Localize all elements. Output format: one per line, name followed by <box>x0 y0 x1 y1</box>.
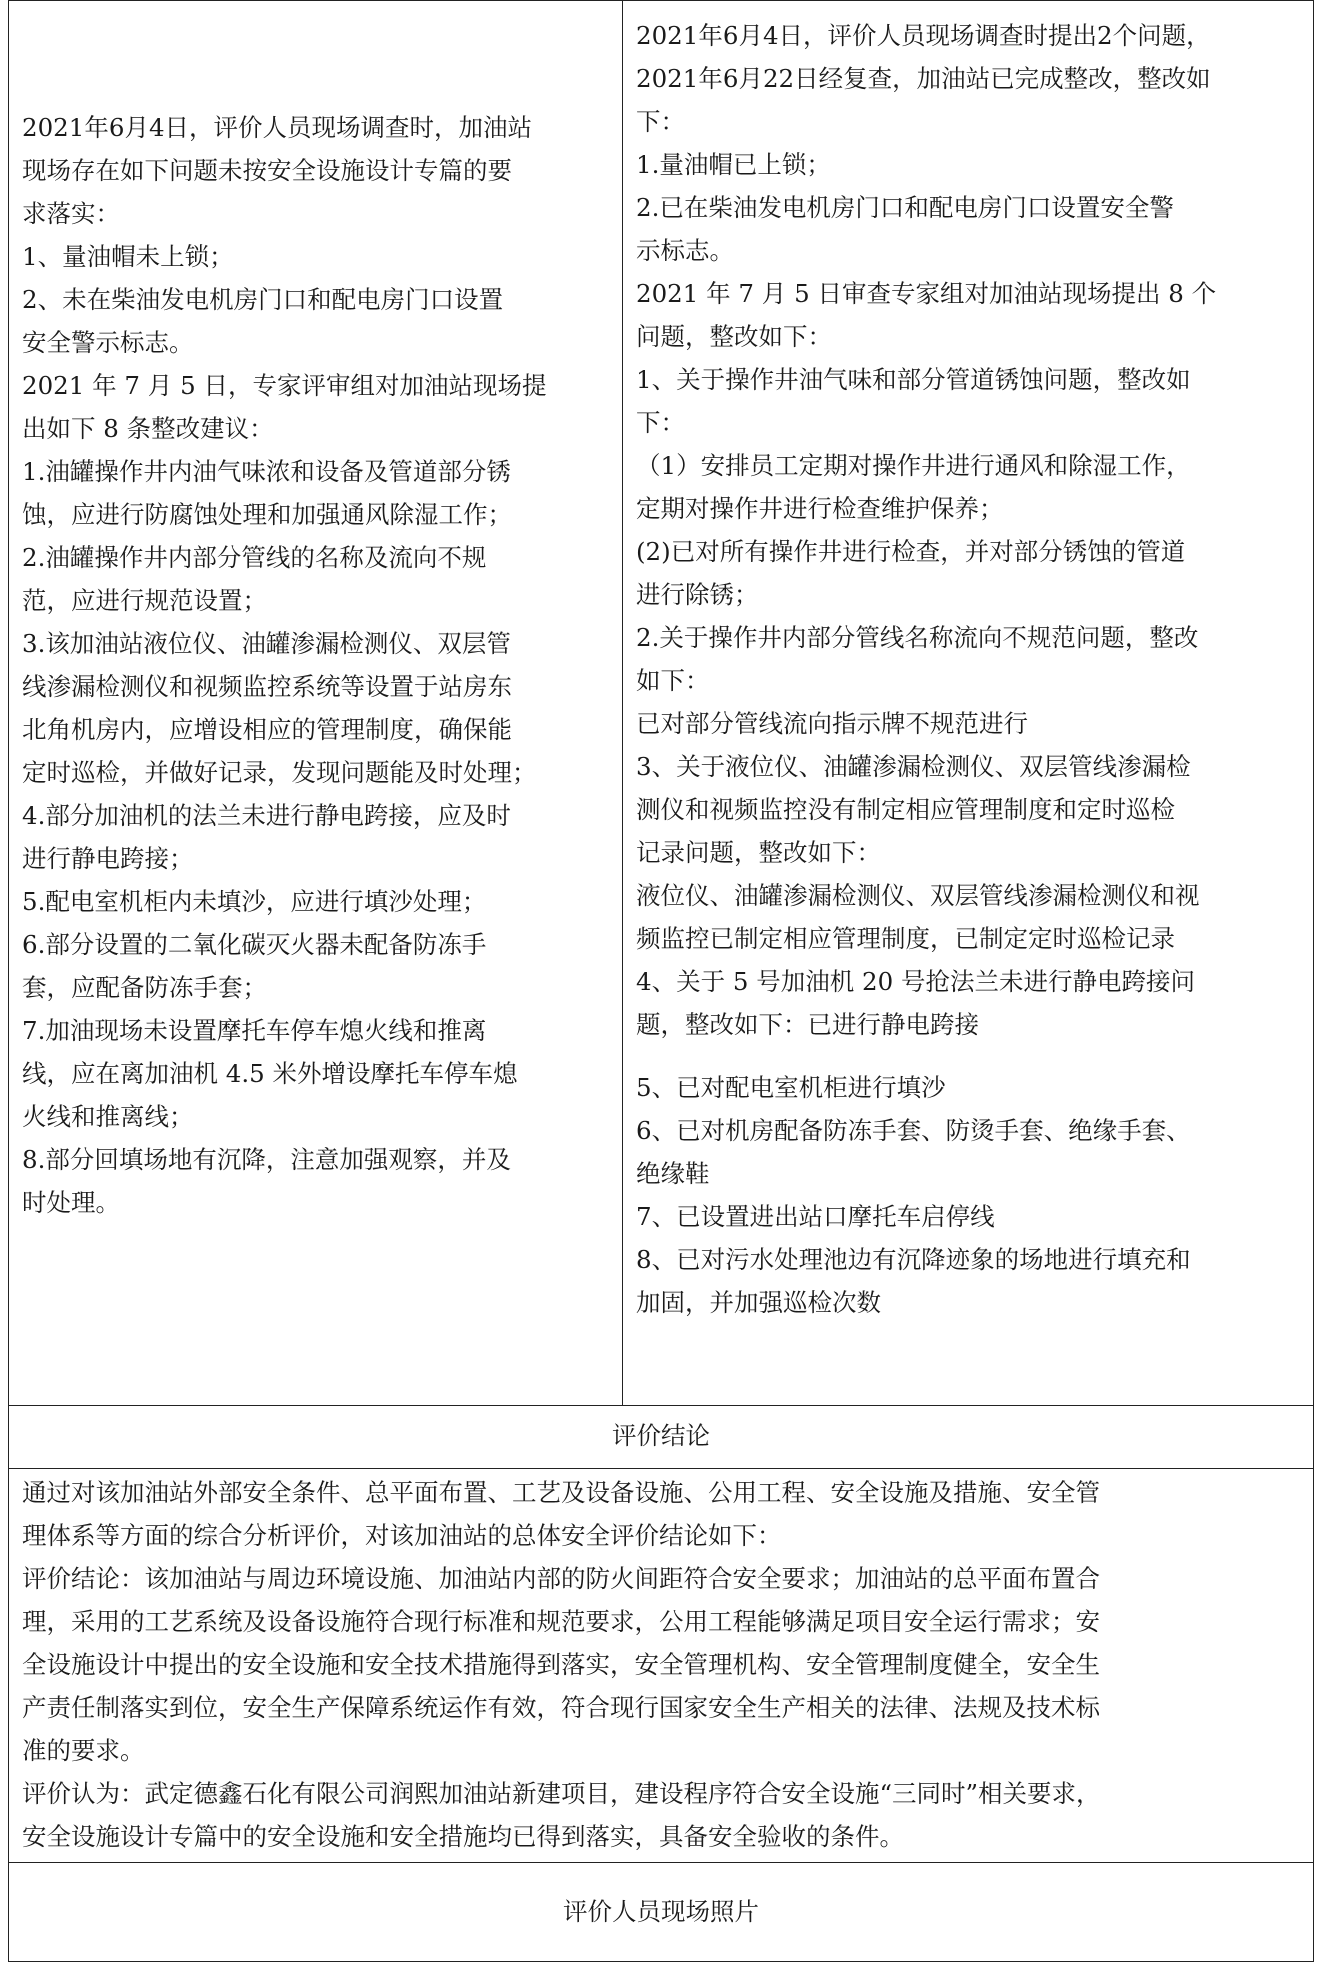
text-line: 题，整改如下：已进行静电跨接 <box>636 1010 979 1039</box>
row-divider-conclusion-body <box>8 1468 1314 1469</box>
text-line: 2.关于操作井内部分管线名称流向不规范问题，整改 <box>636 623 1199 652</box>
text-line: 安全警示标志。 <box>22 328 194 357</box>
text-line: 5.配电室机柜内未填沙，应进行填沙处理； <box>22 887 487 916</box>
text-line: 4.部分加油机的法兰未进行静电跨接，应及时 <box>22 801 511 830</box>
text-line: 线，应在离加油机 4.5 米外增设摩托车停车熄 <box>22 1059 518 1088</box>
text-line: 2021 年 7 月 5 日，专家评审组对加油站现场提 <box>22 371 547 400</box>
text-line: 2.已在柴油发电机房门口和配电房门口设置安全警 <box>636 193 1174 222</box>
text-line: 7、已设置进出站口摩托车启停线 <box>636 1202 995 1231</box>
paragraph-gap <box>636 1046 1308 1066</box>
text-line: 2021年6月4日，评价人员现场调查时，加油站 <box>22 113 533 142</box>
text-line: 下： <box>636 408 685 437</box>
text-line: 1、量油帽未上锁； <box>22 242 234 271</box>
text-line: 全设施设计中提出的安全设施和安全技术措施得到落实，安全管理机构、安全管理制度健全，安全生 <box>22 1650 1100 1679</box>
text-line: 理，采用的工艺系统及设备设施符合现行标准和规范要求，公用工程能够满足项目安全运行需求；安 <box>22 1607 1100 1636</box>
text-line: 加固，并加强巡检次数 <box>636 1288 881 1317</box>
rectification-column <box>636 14 1308 1324</box>
text-line: 测仪和视频监控没有制定相应管理制度和定时巡检 <box>636 795 1175 824</box>
text-line: 4、关于 5 号加油机 20 号抢法兰未进行静电跨接问 <box>636 967 1195 996</box>
text-line: 6.部分设置的二氧化碳灭火器未配备防冻手 <box>22 930 487 959</box>
text-line: 问题，整改如下： <box>636 322 832 351</box>
text-line: 出如下 8 条整改建议： <box>22 414 274 443</box>
conclusion-body <box>22 1471 1312 1858</box>
row-divider-photos <box>8 1862 1314 1863</box>
row-divider-conclusion <box>8 1405 1314 1406</box>
text-line: 时处理。 <box>22 1188 120 1217</box>
text-line: 频监控已制定相应管理制度，已制定定时巡检记录 <box>636 924 1175 953</box>
text-line: 记录问题，整改如下： <box>636 838 881 867</box>
text-line: 求落实： <box>22 199 120 228</box>
text-line: 1.油罐操作井内油气味浓和设备及管道部分锈 <box>22 457 511 486</box>
text-line: 2021年6月4日，评价人员现场调查时提出2个问题， <box>636 21 1211 50</box>
text-line: 8、已对污水处理池边有沉降迹象的场地进行填充和 <box>636 1245 1191 1274</box>
text-line: 2021 年 7 月 5 日审查专家组对加油站现场提出 8 个 <box>636 279 1217 308</box>
text-line: 5、已对配电室机柜进行填沙 <box>636 1073 946 1102</box>
text-line: 现场存在如下问题未按安全设施设计专篇的要 <box>22 156 512 185</box>
text-line: 准的要求。 <box>22 1736 145 1765</box>
text-line: 安全设施设计专篇中的安全设施和安全措施均已得到落实，具备安全验收的条件。 <box>22 1822 904 1851</box>
text-line: 8.部分回填场地有沉降，注意加强观察，并及 <box>22 1145 511 1174</box>
text-line: 液位仪、油罐渗漏检测仪、双层管线渗漏检测仪和视 <box>636 881 1200 910</box>
text-line: 1.量油帽已上锁； <box>636 150 831 179</box>
text-line: 进行除锈； <box>636 580 759 609</box>
text-line: 3.该加油站液位仪、油罐渗漏检测仪、双层管 <box>22 629 511 658</box>
column-divider <box>622 0 623 1405</box>
text-line: 蚀，应进行防腐蚀处理和加强通风除湿工作； <box>22 500 512 529</box>
text-line: 7.加油现场未设置摩托车停车熄火线和推离 <box>22 1016 487 1045</box>
text-line: 套，应配备防冻手套； <box>22 973 267 1002</box>
text-line: 产责任制落实到位，安全生产保障系统运作有效，符合现行国家安全生产相关的法律、法规及技术标 <box>22 1693 1100 1722</box>
conclusion-heading: 评价结论 <box>612 1421 710 1450</box>
text-line: 如下： <box>636 666 710 695</box>
text-line: 理体系等方面的综合分析评价，对该加油站的总体安全评价结论如下： <box>22 1521 782 1550</box>
text-line: 下： <box>636 107 685 136</box>
text-line: 火线和推离线； <box>22 1102 194 1131</box>
text-line: 进行静电跨接； <box>22 844 194 873</box>
text-line: 北角机房内，应增设相应的管理制度，确保能 <box>22 715 512 744</box>
text-line: 已对部分管线流向指示牌不规范进行 <box>636 709 1028 738</box>
text-line: 绝缘鞋 <box>636 1159 710 1188</box>
text-line: （1）安排员工定期对操作井进行通风和除湿工作， <box>636 451 1191 480</box>
text-line: 范，应进行规范设置； <box>22 586 267 615</box>
text-line: (2)已对所有操作井进行检查，并对部分锈蚀的管道 <box>636 537 1186 566</box>
text-line: 定期对操作井进行检查维护保养； <box>636 494 1004 523</box>
text-line: 示标志。 <box>636 236 734 265</box>
text-line: 2.油罐操作井内部分管线的名称及流向不规 <box>22 543 487 572</box>
findings-column <box>22 106 614 1224</box>
text-line: 1、关于操作井油气味和部分管道锈蚀问题，整改如 <box>636 365 1191 394</box>
text-line: 6、已对机房配备防冻手套、防烫手套、绝缘手套、 <box>636 1116 1191 1145</box>
text-line: 评价结论：该加油站与周边环境设施、加油站内部的防火间距符合安全要求；加油站的总平面布置合 <box>22 1564 1100 1593</box>
text-line: 3、关于液位仪、油罐渗漏检测仪、双层管线渗漏检 <box>636 752 1191 781</box>
text-line: 2021年6月22日经复查，加油站已完成整改，整改如 <box>636 64 1211 93</box>
text-line: 评价认为：武定德鑫石化有限公司润熙加油站新建项目，建设程序符合安全设施“三同时”相关要求， <box>22 1779 1101 1808</box>
photos-heading: 评价人员现场照片 <box>563 1897 759 1926</box>
text-line: 通过对该加油站外部安全条件、总平面布置、工艺及设备设施、公用工程、安全设施及措施、安全管 <box>22 1478 1100 1507</box>
text-line: 2、未在柴油发电机房门口和配电房门口设置 <box>22 285 504 314</box>
text-line: 定时巡检，并做好记录，发现问题能及时处理； <box>22 758 537 787</box>
text-line: 线渗漏检测仪和视频监控系统等设置于站房东 <box>22 672 512 701</box>
